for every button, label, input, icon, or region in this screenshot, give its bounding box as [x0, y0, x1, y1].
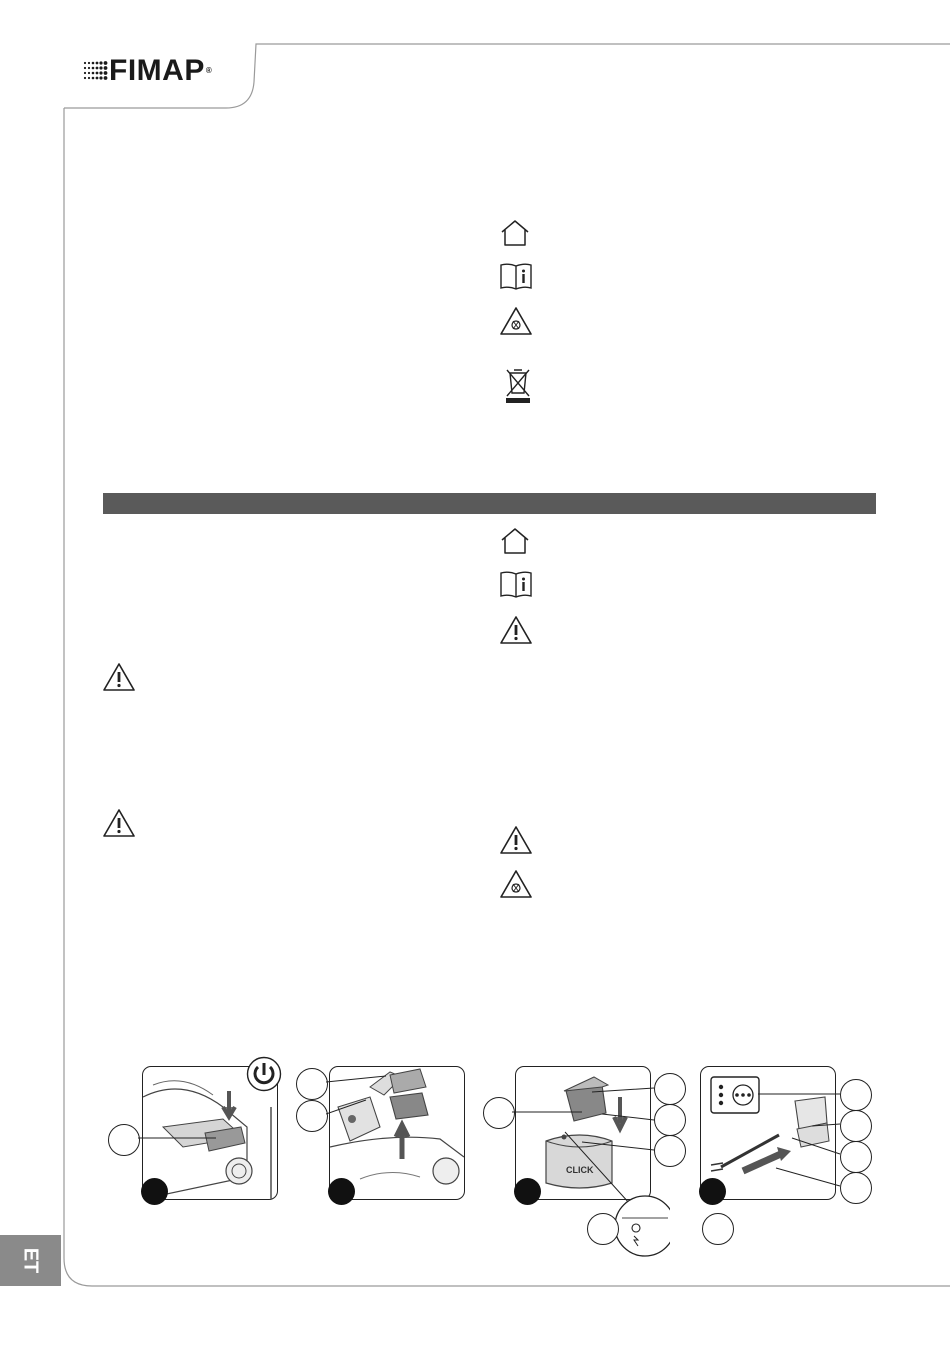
figure-4-callout-4 [840, 1172, 872, 1204]
figure-4-number-badge [699, 1178, 726, 1205]
figure-4-callout-2 [840, 1110, 872, 1142]
house-icon [499, 219, 531, 247]
figure-2-callout-bottom [296, 1100, 328, 1132]
language-tab [0, 1235, 61, 1286]
language-code: ET [19, 1247, 42, 1274]
section-header-bar [103, 493, 876, 514]
warning-triangle-icon [102, 662, 136, 692]
house-icon [499, 527, 531, 555]
registered-mark: ® [205, 66, 213, 75]
callout-leader-lines [326, 1070, 396, 1120]
manual-info-icon [499, 262, 533, 290]
callout-leader-lines [752, 1090, 842, 1190]
manual-info-icon [499, 570, 533, 598]
figure-1-callout [108, 1124, 140, 1156]
figure-3-callout-led-right [702, 1213, 734, 1245]
figure-3-callout-led-left [587, 1213, 619, 1245]
figure-2-callout-top [296, 1068, 328, 1100]
figure-3-callout-left [483, 1097, 515, 1129]
warning-triangle-icon [102, 808, 136, 838]
hazard-triangle-icon [499, 306, 533, 336]
brand-name: FIMAP [109, 54, 205, 87]
callout-leader-line [138, 1133, 218, 1143]
brand-logo [83, 56, 212, 86]
logo-dots-icon [83, 60, 109, 82]
warning-triangle-icon [499, 615, 533, 645]
figure-4-callout-1 [840, 1079, 872, 1111]
figure-3-callout-right-1 [654, 1073, 686, 1105]
figure-2-number-badge [328, 1178, 355, 1205]
click-label: CLICK [566, 1165, 594, 1175]
power-button-icon [246, 1056, 282, 1092]
warning-triangle-icon [499, 825, 533, 855]
figure-1-number-badge [141, 1178, 168, 1205]
led-indicator-zoom [560, 1130, 670, 1270]
figure-3-number-badge [514, 1178, 541, 1205]
crossed-bin-icon [504, 367, 532, 405]
figure-4-callout-3 [840, 1141, 872, 1173]
hazard-triangle-icon [499, 869, 533, 899]
